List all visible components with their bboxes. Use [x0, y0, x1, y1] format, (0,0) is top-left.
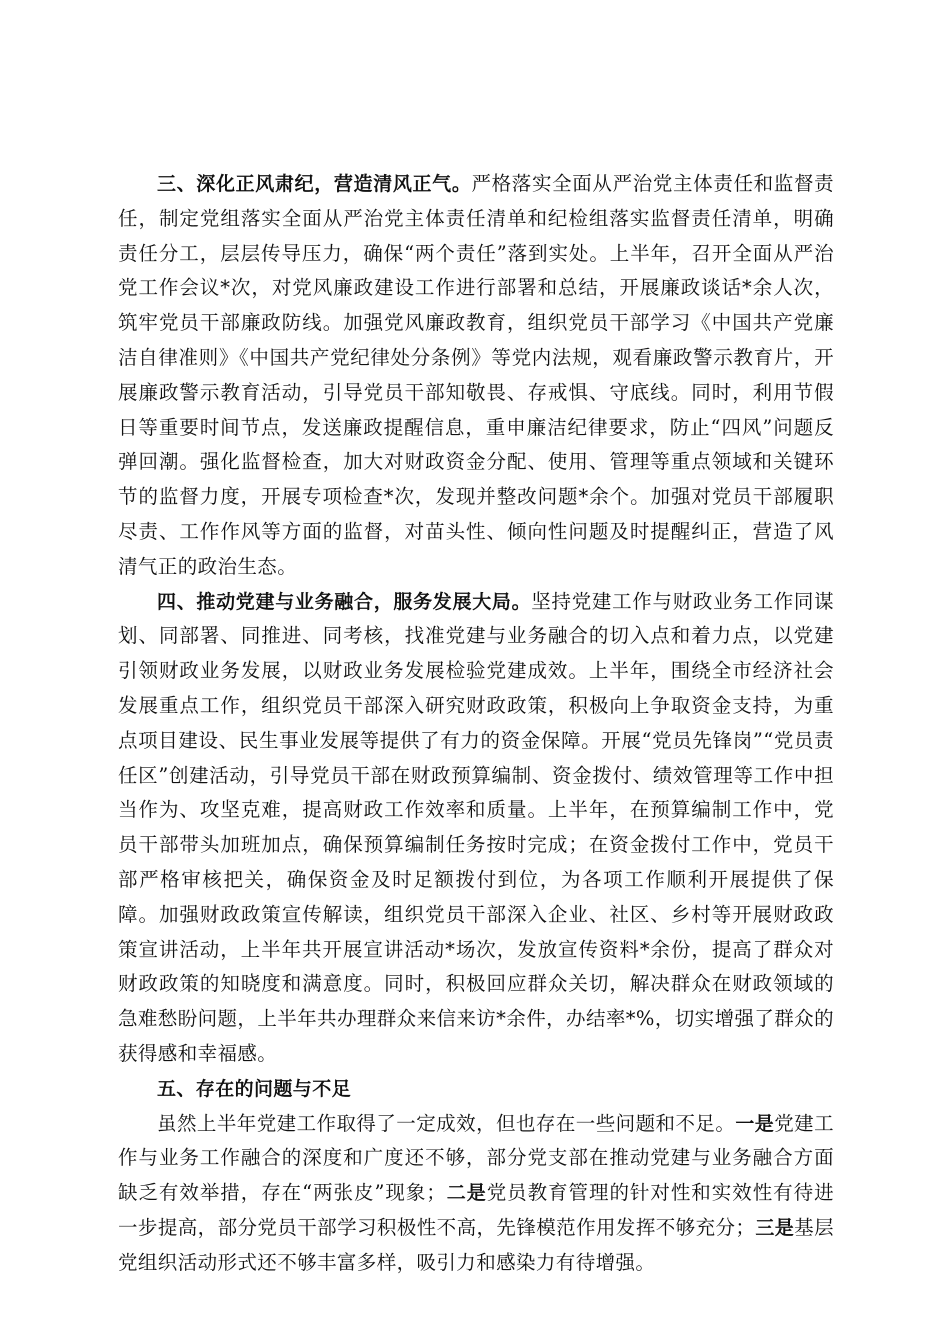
section-three-heading: 三、深化正风肃纪，营造清风正气。: [157, 173, 472, 195]
section-three-text: 严格落实全面从严治党主体责任和监督责任，制定党组落实全面从严治党主体责任清单和纪检组落实监督责任清单，明确责任分工，层层传导压力，确保“两个责任”落到实处。上半年，召开全面从严治党工作会议*次，对党风廉政建设工作进行部署和总结，开展廉政谈话*余人次，筑牢党员干部廉政防线。加强党风廉政教育，组织党员干部学习《中国共产党廉洁自律准则》《中国共产党纪律处分条例》等党内法规，观看廉政警示教育片，开展廉政警示教育活动，引导党员干部知敬畏、存戒惧、守底线。同时，利用节假日等重要时间节点，发送廉政提醒信息，重申廉洁纪律要求，防止“四风”问题反弹回潮。强化监督检查，加大对财政资金分配、使用、管理等重点领域和关键环节的监督力度，开展专项检查*次，发现并整改问题*余个。加强对党员干部履职尽责、工作作风等方面的监督，对苗头性、倾向性问题及时提醒纠正，营造了风清气正的政治生态。: [118, 172, 835, 578]
section-four-heading: 四、推动党建与业务融合，服务发展大局。: [157, 590, 532, 613]
problem-three-lead: 三是: [755, 1216, 795, 1239]
section-five-heading-paragraph: [118, 1072, 834, 1107]
problem-two-text: 党员教育管理的针对性和实效性有待进一步提高，部分党员干部学习积极性不高，先锋模范作用发挥不够充分；: [118, 1181, 834, 1239]
problems-intro: 虽然上半年党建工作取得了一定成效，但也存在一些问题和不足。: [157, 1111, 736, 1135]
document-body: [118, 167, 834, 1281]
problem-two-lead: 二是: [446, 1182, 487, 1205]
problem-one-text: 党建工作与业务工作融合的深度和广度还不够，部分党支部在推动党建与业务融合方面缺乏有效举措，存在“两张皮”现象；: [118, 1111, 834, 1205]
section-four-text: 坚持党建工作与财政业务工作同谋划、同部署、同推进、同考核，找准党建与业务融合的切入点和着力点，以党建引领财政业务发展，以财政业务发展检验党建成效。上半年，围绕全市经济社会发展重点工作，组织党员干部深入研究财政政策，积极向上争取资金支持，为重点项目建设、民生事业发展等提供了有力的资金保障。开展“党员先锋岗”“党员责任区”创建活动，引导党员干部在财政预算编制、资金拨付、绩效管理等工作中担当作为、攻坚克难，提高财政工作效率和质量。上半年，在预算编制工作中，党员干部带头加班加点，确保预算编制任务按时完成；在资金拨付工作中，党员干部严格审核把关，确保资金及时足额拨付到位，为各项工作顺利开展提供了保障。加强财政政策宣传解读，组织党员干部深入企业、社区、乡村等开展财政政策宣讲活动，上半年共开展宣讲活动*场次，发放宣传资料*余份，提高了群众对财政政策的知晓度和满意度。同时，积极回应群众关切，解决群众在财政领域的急难愁盼问题，上半年共办理群众来信来访*余件，办结率*%，切实增强了群众的获得感和幸福感。: [118, 589, 834, 1065]
problem-three-text: 基层党组织活动形式还不够丰富多样，吸引力和感染力有待增强。: [118, 1215, 834, 1274]
section-four-paragraph: [118, 585, 834, 1072]
problems-paragraph: [118, 1107, 834, 1281]
section-three-paragraph: [118, 167, 834, 585]
section-five-heading: 五、存在的问题与不足: [157, 1077, 352, 1100]
problem-one-lead: 一是: [735, 1112, 775, 1135]
